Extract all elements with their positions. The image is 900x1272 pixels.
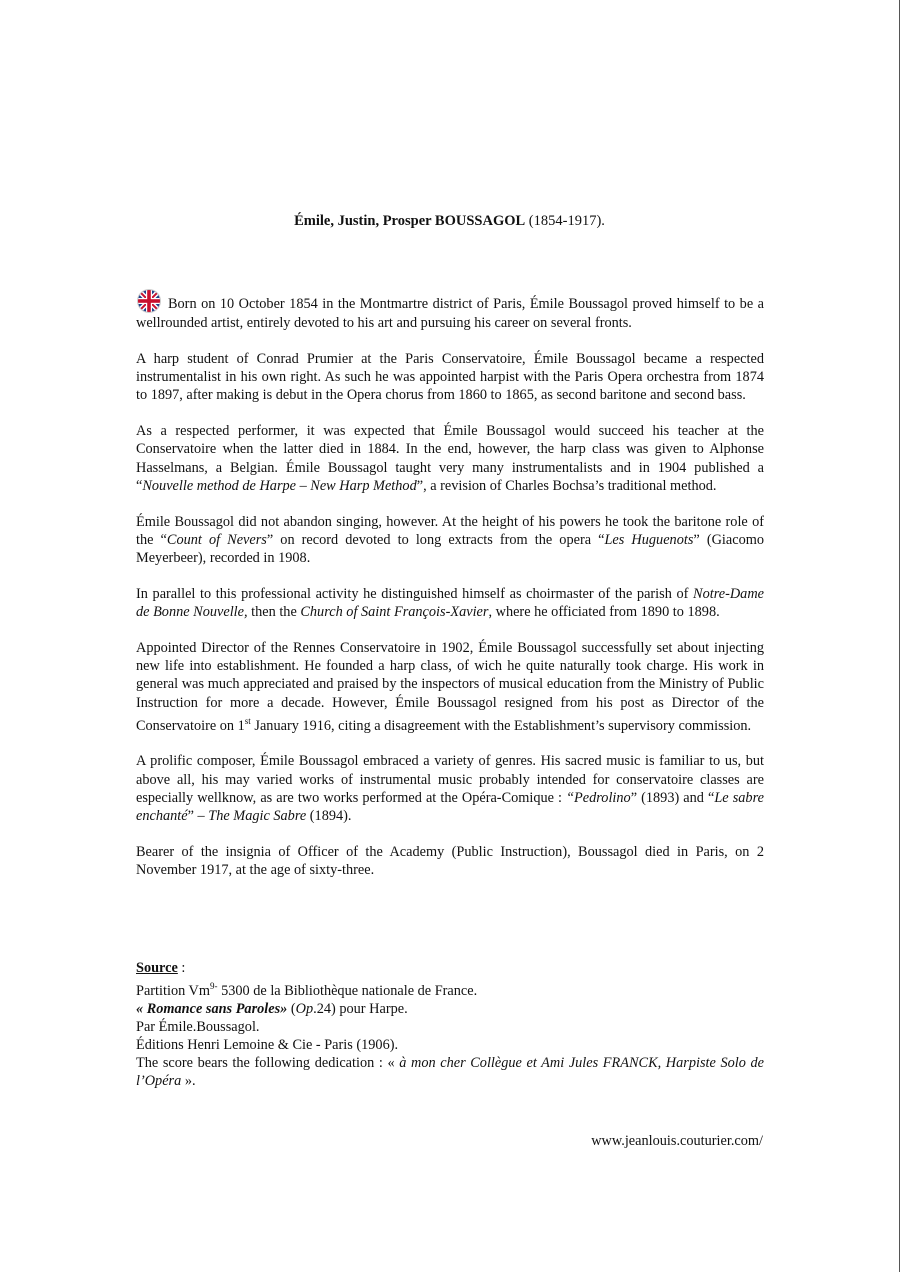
source-line-5: The score bears the following dedication : « à mon cher Collègue et Ami Jules FRANCK, Harpiste Solo de l’Opéra ». (136, 1055, 764, 1090)
source-section (136, 959, 764, 1090)
biography (136, 288, 764, 897)
website-link[interactable]: www.jeanlouis.couturier.com/ (591, 1133, 763, 1149)
paragraph-5: In parallel to this professional activity he distinguished himself as choirmaster of the parish of Notre-Dame de Bonne Nouvelle, then the Church of Saint François-Xavier, where he officiated from 1890 to 1898. (136, 586, 764, 621)
source-line-3: Par Émile.Boussagol. (136, 1019, 260, 1036)
paragraph-7: A prolific composer, Émile Boussagol embraced a variety of genres. His sacred music is familiar to us, but above all, his may varied works of instrumental music probably intended for conservatoire classes are especially wellknow, as are two works performed at the Opéra-Comique : “Pedrolino” (1893) and “Le sabre enchanté” – The Magic Sabre (1894). (136, 753, 764, 824)
paragraph-1: Born on 10 October 1854 in the Montmartre district of Paris, Émile Boussagol proved himself to be a wellrounded artist, entirely devoted to his art and pursuing his career on several fronts. (136, 288, 764, 332)
composer-dates: (1854-1917). (525, 213, 605, 229)
source-line-2: « Romance sans Paroles» (Op.24) pour Harpe. (136, 1000, 408, 1017)
paragraph-8: Bearer of the insignia of Officer of the Academy (Public Instruction), Boussagol died in Paris, on 2 November 1917, at the age of sixty-three. (136, 843, 764, 878)
paragraph-4: Émile Boussagol did not abandon singing, however. At the height of his powers he took the baritone role of the “Count of Nevers” on record devoted to long extracts from the opera “Les Huguenots” (Giacomo Meyerbeer), recorded in 1908. (136, 513, 764, 566)
source-line-1: Partition $Vm^{9-}$ 5300 de la Bibliothèque nationale de France. (136, 981, 478, 999)
paragraph-6: Appointed Director of the Rennes Conservatoire in 1902, Émile Boussagol successfully set about injecting new life into establishment. He founded a harp class, of wich he quite naturally took charge. His work in general was much appreciated and praised by the inspectors of musical education from the Ministry of Public Instruction for more a decade. However, Émile Boussagol resigned from his post as Director of the Conservatoire on 1st January 1916, citing a disagreement with the Establishment’s supervisory commission. (136, 640, 764, 734)
paragraph-2: A harp student of Conrad Prumier at the Paris Conservatoire, Émile Boussagol became a respected instrumentalist in his own right. As such he was appointed harpist with the Paris Opera orchestra from 1874 to 1897, after making is debut in the Opera chorus from 1860 to 1865, as second baritone and second bass. (136, 351, 764, 404)
uk-flag-icon[interactable] (136, 288, 162, 314)
source-heading: Source : (136, 960, 186, 976)
paragraph-3: As a respected performer, it was expected that Émile Boussagol would succeed his teacher at the Conservatoire when the latter died in 1884. In the end, however, the harp class was given to Alphonse Hasselmans, a Belgian. Émile Boussagol taught very many instrumentalists and in 1904 published a “Nouvelle method de Harpe – New Harp Method”, a revision of Charles Bochsa’s traditional method. (136, 423, 764, 494)
page-title (0, 213, 899, 230)
source-line-4: Éditions Henri Lemoine & Cie - Paris (1906). (136, 1037, 399, 1054)
composer-name: Émile, Justin, Prosper BOUSSAGOL (294, 213, 526, 229)
